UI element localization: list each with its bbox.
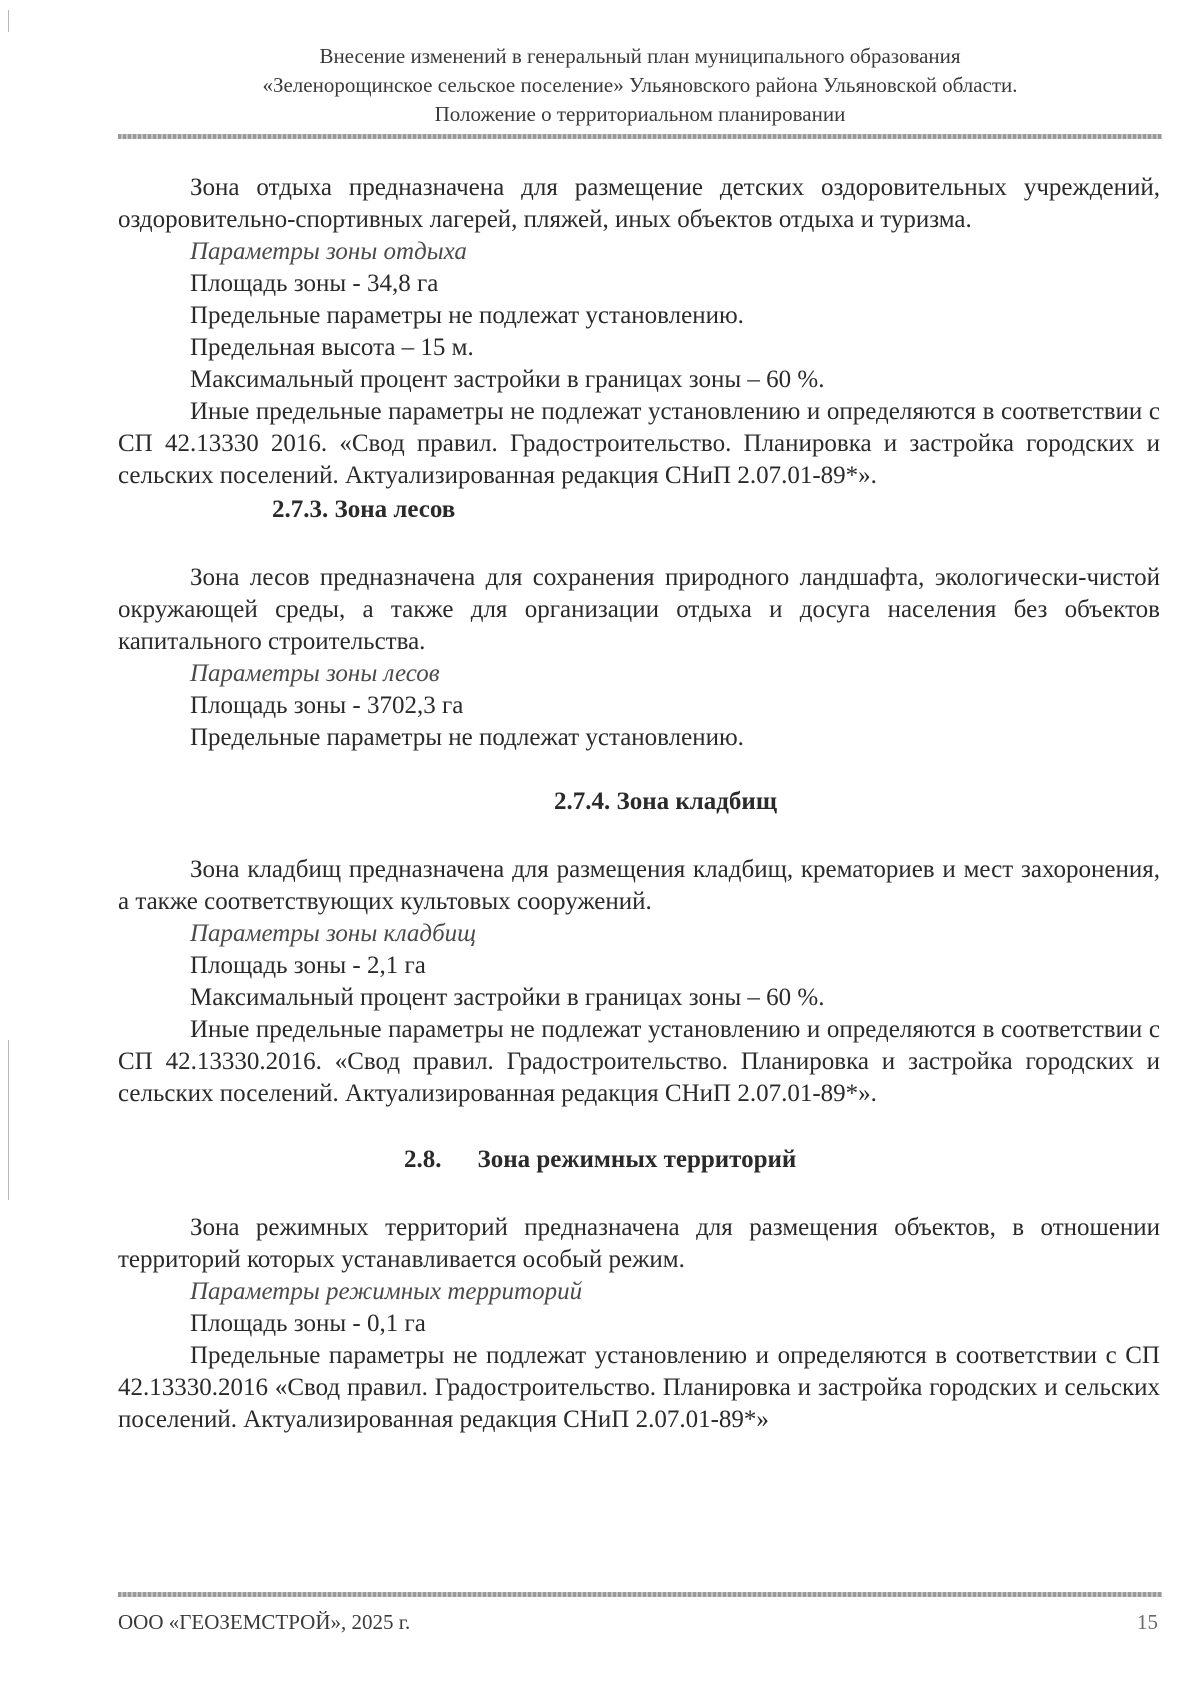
cemetery-zone-heading: 2.7.4. Зона кладбищ: [554, 788, 777, 815]
rest-zone-params-title: Параметры зоны отдыха: [190, 238, 467, 265]
footer-company: ООО «ГЕОЗЕМСТРОЙ», 2025 г.: [118, 1610, 411, 1634]
forest-zone-heading: 2.7.3. Зона лесов: [272, 496, 456, 523]
cemetery-zone-other: Иные предельные параметры не подлежат установлению и определяются в соответствии с СП 42.13330.2016. «Свод правил. Градостроительство. Планировка и застройка городских и сельских поселений. Актуализированная редакция СНиП 2.07.01-89*».: [118, 1016, 1160, 1107]
header-rule: [118, 134, 1162, 139]
page-header: [118, 42, 1162, 129]
cemetery-zone-params-title: Параметры зоны кладбищ: [190, 920, 477, 947]
page-number: 15: [1137, 1610, 1158, 1634]
rest-zone-limit: Предельные параметры не подлежат установлению.: [190, 302, 744, 329]
regime-zone-params-title: Параметры режимных территорий: [190, 1278, 583, 1305]
forest-zone-intro: Зона лесов предназначена для сохранения природного ландшафта, экологически-чистой окружающей среды, а также для организации отдыха и досуга населения без объектов капитального строительства.: [118, 564, 1160, 655]
forest-zone-area: Площадь зоны - 3702,3 га: [190, 692, 464, 719]
regime-zone-heading: [118, 1144, 1160, 1176]
cemetery-zone-max-percent: Максимальный процент застройки в границах зоны – 60 %.: [190, 984, 825, 1011]
scan-edge-mark: [8, 1040, 9, 1200]
rest-zone-intro: Зона отдыха предназначена для размещение детских оздоровительных учреждений, оздоровительно-спортивных лагерей, пляжей, иных объектов отдыха и туризма.: [118, 174, 1160, 233]
footer-rule: [118, 1592, 1162, 1597]
regime-zone-limit: Предельные параметры не подлежат установлению и определяются в соответствии с СП 42.13330.2016 «Свод правил. Градостроительство. Планировка и застройка городских и сельских поселений. Актуализированная редакция СНиП 2.07.01-89*»: [118, 1342, 1160, 1433]
regime-zone-heading-number: 2.8.: [404, 1146, 442, 1173]
rest-zone-height: Предельная высота – 15 м.: [190, 334, 474, 361]
regime-zone-area: Площадь зоны - 0,1 га: [190, 1310, 426, 1337]
regime-zone-heading-title: Зона режимных территорий: [477, 1146, 797, 1173]
rest-zone-max-percent: Максимальный процент застройки в границах зоны – 60 %.: [190, 366, 825, 393]
regime-zone-intro: Зона режимных территорий предназначена для размещения объектов, в отношении территорий которых устанавливается особый режим.: [118, 1214, 1160, 1273]
header-line-3: Положение о территориальном планировании: [434, 102, 846, 126]
cemetery-zone-area: Площадь зоны - 2,1 га: [190, 952, 426, 979]
scan-edge-mark: [8, 10, 9, 32]
rest-zone-other: Иные предельные параметры не подлежат установлению и определяются в соответствии с СП 42.13330 2016. «Свод правил. Градостроительство. Планировка и застройка городских и сельских поселений. Актуализированная редакция СНиП 2.07.01-89*».: [118, 398, 1160, 489]
header-line-2: «Зеленорощинское сельское поселение» Ульяновского района Ульяновской области.: [262, 73, 1018, 97]
page-body: [118, 172, 1160, 1436]
cemetery-zone-intro: Зона кладбищ предназначена для размещения кладбищ, крематориев и мест захоронения, а также соответствующих культовых сооружений.: [118, 856, 1160, 915]
header-line-1: Внесение изменений в генеральный план муниципального образования: [319, 44, 961, 68]
rest-zone-area: Площадь зоны - 34,8 га: [190, 270, 439, 297]
forest-zone-params-title: Параметры зоны лесов: [190, 660, 440, 687]
forest-zone-limit: Предельные параметры не подлежат установлению.: [190, 724, 744, 751]
